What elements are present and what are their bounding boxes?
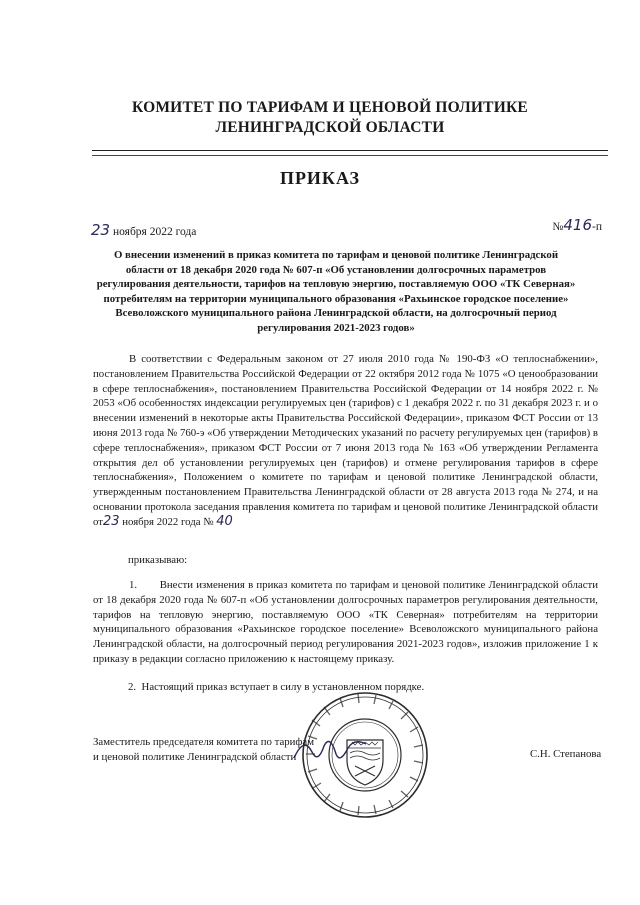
document-title: ПРИКАЗ <box>279 168 361 188</box>
handwritten-number: 416 <box>563 216 593 234</box>
number-prefix: № <box>552 221 564 233</box>
document-number <box>552 216 602 234</box>
document-date <box>91 221 196 239</box>
signatory-name: С.Н. Степанова <box>530 748 602 760</box>
item-number: 2. <box>128 681 137 693</box>
position-line-1: Заместитель председателя комитета по тарифам <box>93 736 315 748</box>
handwritten-protocol-number: 40 <box>216 513 233 529</box>
preamble-text: В соответствии с Федеральным законом от 27 июля 2010 года № 190-ФЗ «О теплоснабжении», постановлением Правительства Российской Федерации от 22 октября 2012 года № 1075 «О ценообразовании в сфере теплоснабжения», постановлением Правительства Российской Федерации от 14 ноября 2022 г. № 2053 «Об особенностях индексации регулируемых цен (тарифов) с 1 декабря 2022 г. по 31 декабря 2023 г. и о внесении изменений в некоторые акты Правительства Российской Федерации», приказом ФСТ России от 13 июня 2013 года № 760-э «Об утверждении Методических указаний по расчету регулируемых цен (тарифов) в сфере теплоснабжения», приказом ФСТ России от 7 июня 2013 года № 163 «Об утверждении Регламента открытия дел об установлении регулируемых цен (тарифов) и отмене регулирования тарифов в сфере теплоснабжения», Положением о комитете по тарифам и ценовой политике Ленинградской области, утвержденным постановлением Правительства Ленинградской области от 28 августа 2013 года № 274, и на основании протокола заседания правления комитета по тарифам и ценовой политике Ленинградской области от <box>93 353 598 528</box>
order-item-1 <box>93 578 598 667</box>
date-text: ноября 2022 года <box>112 226 197 238</box>
organization-name <box>60 98 600 138</box>
document-heading: О внесении изменений в приказ комитета по тарифам и ценовой политике Ленинградской области от 18 декабря 2020 года № 607-п «Об установлении долгосрочных параметров регулирования деятельности, тарифов на тепловую энергию, поставляемую ООО «ТК Северная» потребителям на территории муниципального образования «Рахьинское городское поселение» Всеволожского муниципального района Ленинградской области, на долгосрочный период регулирования 2021-2023 годов» <box>96 249 576 334</box>
number-suffix: -п <box>592 221 602 233</box>
preamble-text-after-day: ноября 2022 года № <box>119 515 214 528</box>
org-line-2: ЛЕНИНГРАДСКОЙ ОБЛАСТИ <box>215 119 445 136</box>
org-line-1: КОМИТЕТ ПО ТАРИФАМ И ЦЕНОВОЙ ПОЛИТИКЕ <box>132 99 528 116</box>
handwritten-date-day: 23 <box>91 221 111 239</box>
header-rule-thick <box>92 150 608 151</box>
item-text: Внести изменения в приказ комитета по тарифам и ценовой политике Ленинградской области от 18 декабря 2020 года № 607-п «Об установлении долгосрочных параметров регулирования деятельности, тарифов на тепловую энергию, поставляемую ООО «ТК Северная» потребителям на территории муниципального образования «Рахьинское городское поселение» Всеволожского муниципального района Ленинградской области, на долгосрочный период регулирования 2021-2023 годов», изложив приложение 1 к приказу в редакции согласно приложению к настоящему приказу. <box>93 579 598 665</box>
header-rule-thin <box>92 155 608 156</box>
item-number: 1. <box>129 579 138 591</box>
preamble-paragraph <box>93 352 598 530</box>
position-line-2: и ценовой политике Ленинградской области <box>93 750 297 763</box>
handwritten-protocol-day: 23 <box>102 513 120 529</box>
order-word: приказываю: <box>128 554 188 566</box>
item-text: Настоящий приказ вступает в силу в установленном порядке. <box>141 681 425 693</box>
signatory-position <box>93 735 314 765</box>
